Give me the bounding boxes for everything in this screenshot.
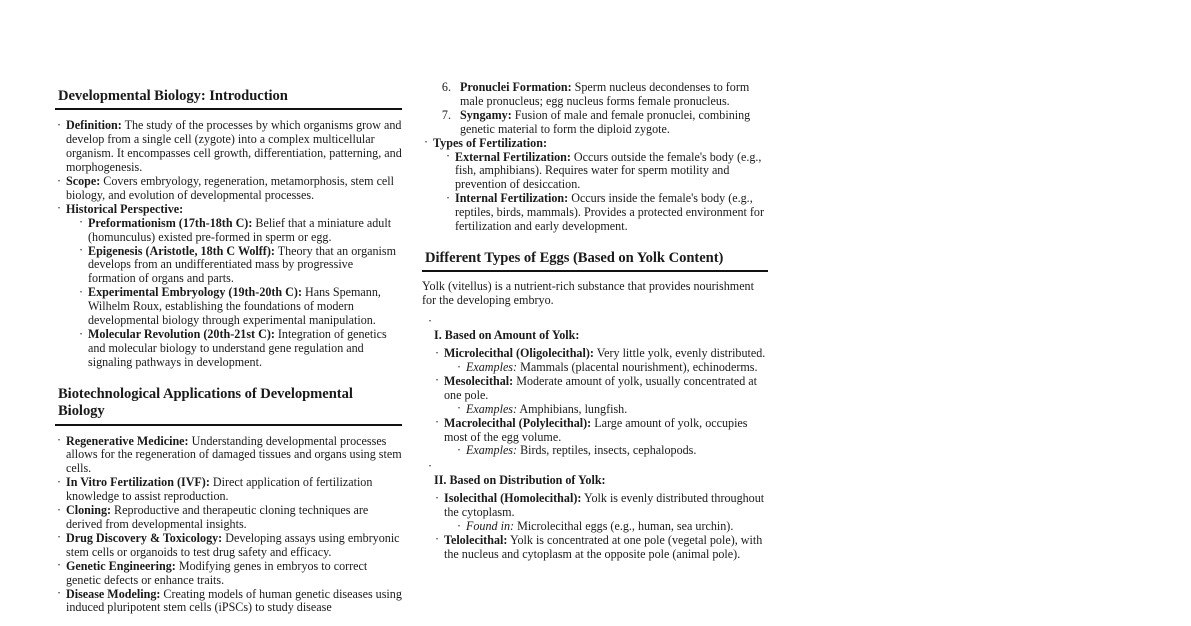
- bullet-icon: ·: [79, 326, 84, 341]
- list-item: [422, 137, 768, 234]
- term-label: Experimental Embryology (19th-20th C):: [88, 285, 302, 300]
- term-text: The study of the processes by which organisms grow and develop from a single cell (zygote) into a complex multicellular organism. It encompasses cell growth, differentiation, patterning, and morphogenesis.: [66, 118, 402, 175]
- page-title: Developmental Biology: Introduction: [55, 88, 402, 110]
- list-item: [455, 361, 768, 375]
- list-item: [55, 119, 402, 175]
- term-label: Drug Discovery & Toxicology:: [66, 530, 223, 545]
- section-spacer: [422, 234, 768, 250]
- term-text: Integration of genetics and molecular biology to understand gene regulation and signaling pathways in development.: [88, 327, 387, 369]
- example-text: Microlecithal eggs (e.g., human, sea urchin).: [514, 519, 734, 534]
- term-text: Fusion of male and female pronuclei, combining genetic material to form the diploid zygote.: [460, 107, 751, 136]
- list-item: [55, 504, 402, 532]
- term-text: Occurs outside the female's body (e.g., fish, amphibians). Requires water for sperm motility and prevention of desiccation.: [455, 149, 762, 192]
- term-text: Large amount of yolk, occupies most of the egg volume.: [444, 415, 748, 444]
- term-label: Genetic Engineering:: [66, 558, 176, 573]
- list-item: [444, 151, 768, 193]
- term-label: Epigenesis (Aristotle, 18th C Wolff):: [88, 243, 275, 258]
- term-text: Understanding developmental processes allows for the regeneration of damaged tissues and organs using stem cells.: [66, 433, 402, 476]
- list-item: [455, 444, 768, 458]
- term-label: Mesolecithal:: [444, 373, 514, 388]
- eggs-intro-paragraph: Yolk (vitellus) is a nutrient-rich substance that provides nourishment for the developing embryo.: [422, 279, 754, 308]
- list-item: [77, 217, 402, 245]
- bullet-icon: ·: [446, 190, 451, 205]
- term-label: Microlecithal (Oligolecithal):: [444, 346, 594, 361]
- bullet-icon: ·: [428, 459, 433, 474]
- list-item: [433, 492, 768, 534]
- term-text: Developing assays using embryonic stem cells or organoids to test drug safety and efficacy.: [66, 530, 400, 559]
- bullet-icon: ·: [424, 135, 429, 150]
- term-text: Yolk is concentrated at one pole (vegetal pole), with the nucleus and cytoplasm at the opposite pole (animal pole).: [444, 532, 763, 561]
- bullet-icon: ·: [457, 401, 462, 416]
- list-item: [433, 417, 768, 459]
- term-label: Regenerative Medicine:: [66, 433, 189, 448]
- right-column: [422, 81, 768, 562]
- term-text: Moderate amount of yolk, usually concentrated at one pole.: [444, 373, 757, 402]
- list-item: [77, 328, 402, 370]
- term-label: Cloning:: [66, 503, 112, 518]
- subsection-heading-part-two: II. Based on Distribution of Yolk:: [434, 473, 606, 488]
- term-label: Telolecithal:: [444, 532, 508, 547]
- amount-of-yolk-list: [433, 347, 768, 458]
- types-of-fertilization-list: [422, 137, 768, 234]
- list-item: [55, 532, 402, 560]
- empty-bullet-marker: [422, 314, 768, 329]
- bullet-icon: ·: [457, 359, 462, 374]
- term-label: Pronuclei Formation:: [460, 80, 572, 94]
- bullet-icon: ·: [435, 490, 440, 505]
- list-item: [55, 476, 402, 504]
- term-label: Definition:: [66, 118, 122, 133]
- list-item: [455, 520, 768, 534]
- list-item: [77, 286, 402, 328]
- list-item: [55, 560, 402, 588]
- list-number: 6.: [441, 80, 451, 94]
- list-item: [55, 588, 402, 616]
- term-label: Types of Fertilization:: [433, 135, 547, 150]
- term-text: Modifying genes in embryos to correct genetic defects or enhance traits.: [66, 558, 368, 587]
- bullet-icon: ·: [457, 442, 462, 457]
- term-label: Isolecithal (Homolecithal):: [444, 491, 582, 506]
- paragraph-spacer: [422, 308, 768, 319]
- term-label: Internal Fertilization:: [455, 191, 569, 206]
- bullet-icon: ·: [57, 558, 62, 573]
- term-label: External Fertilization:: [455, 149, 571, 164]
- bullet-icon: ·: [57, 474, 62, 489]
- section-heading-eggs: Different Types of Eggs (Based on Yolk Content): [422, 250, 768, 272]
- term-text: Theory that an organism develops from an undifferentiated mass by progressive formation of organs and parts.: [88, 243, 397, 286]
- biotech-bullet-list: [55, 435, 402, 616]
- list-item: [433, 534, 768, 562]
- intro-list-wrapper: [55, 119, 402, 369]
- term-text: Yolk is evenly distributed throughout the cytoplasm.: [444, 491, 765, 520]
- term-text: Reproductive and therapeutic cloning techniques are derived from developmental insights.: [66, 503, 369, 531]
- section-spacer: [55, 370, 402, 386]
- example-text: Amphibians, lungfish.: [517, 401, 628, 416]
- list-item: [55, 175, 402, 203]
- example-label: Examples:: [466, 443, 518, 458]
- list-item: [77, 245, 402, 287]
- term-text: Belief that a miniature adult (homunculus) existed pre-formed in sperm or egg.: [88, 215, 392, 244]
- list-item: [55, 435, 402, 477]
- left-column: [55, 88, 402, 615]
- bullet-icon: ·: [435, 345, 440, 360]
- examples-list: [455, 403, 768, 417]
- bullet-icon: ·: [57, 117, 62, 132]
- list-item: [433, 375, 768, 417]
- list-item: [422, 109, 768, 137]
- term-label: Macrolecithal (Polylecithal):: [444, 415, 592, 430]
- term-text: Occurs inside the female's body (e.g., reptiles, birds, mammals). Provides a protected environment for fertilization and early development.: [455, 191, 764, 234]
- term-text: Direct application of fertilization knowledge to assist reproduction.: [66, 475, 373, 504]
- term-label: Syngamy:: [460, 107, 512, 122]
- bullet-icon: ·: [79, 243, 84, 258]
- examples-list: [455, 361, 768, 375]
- bullet-icon: ·: [57, 173, 62, 188]
- bullet-icon: ·: [457, 518, 462, 533]
- example-text: Mammals (placental nourishment), echinoderms.: [517, 360, 758, 374]
- term-text: Hans Spemann, Wilhelm Roux, establishing the foundations of modern developmental biology through experimental manipulation.: [88, 285, 381, 328]
- bullet-icon: ·: [446, 149, 451, 164]
- term-label: In Vitro Fertilization (IVF):: [66, 475, 210, 490]
- bullet-icon: ·: [79, 284, 84, 299]
- term-text: Very little yolk, evenly distributed.: [593, 346, 766, 361]
- list-item: [433, 347, 768, 375]
- list-item: [444, 192, 768, 234]
- empty-bullet-marker: [422, 459, 768, 474]
- bullet-icon: ·: [57, 586, 62, 600]
- example-label: Found in:: [466, 519, 515, 534]
- bullet-icon: ·: [79, 215, 84, 230]
- bullet-icon: ·: [435, 415, 440, 430]
- found-in-list: [455, 520, 768, 534]
- historical-sub-list: [77, 217, 402, 370]
- term-text: Covers embryology, regeneration, metamorphosis, stem cell biology, and evolution of developmental processes.: [66, 174, 395, 202]
- bullet-icon: ·: [57, 433, 62, 448]
- biotech-list-wrapper: [55, 435, 402, 616]
- term-label: Historical Perspective:: [66, 201, 184, 216]
- term-text: Sperm nucleus decondenses to form male pronucleus; egg nucleus forms female pronucleus.: [460, 80, 750, 108]
- bullet-icon: ·: [428, 314, 433, 329]
- examples-list: [455, 444, 768, 458]
- bullet-icon: ·: [435, 532, 440, 547]
- bullet-icon: ·: [57, 530, 62, 545]
- list-number: 7.: [441, 107, 451, 122]
- example-label: Examples:: [466, 360, 518, 374]
- term-label: Scope:: [66, 174, 101, 189]
- list-item: [422, 81, 768, 109]
- term-label: Disease Modeling:: [66, 586, 161, 601]
- bullet-icon: ·: [57, 201, 62, 216]
- fertilization-sub-list: [444, 151, 768, 234]
- intro-bullet-list: [55, 119, 402, 369]
- example-text: Birds, reptiles, insects, cephalopods.: [517, 443, 697, 458]
- bullet-icon: ·: [57, 502, 62, 517]
- section-heading-biotech: Biotechnological Applications of Developmental Biology: [55, 386, 402, 426]
- term-label: Preformationism (17th-18th C):: [88, 215, 253, 230]
- fertilization-steps-list: [422, 81, 768, 137]
- term-label: Molecular Revolution (20th-21st C):: [88, 327, 275, 341]
- bullet-icon: ·: [435, 373, 440, 388]
- list-item: [55, 203, 402, 370]
- distribution-of-yolk-list: [433, 492, 768, 562]
- example-label: Examples:: [466, 401, 518, 416]
- list-item: [455, 403, 768, 417]
- term-text: Creating models of human genetic diseases using induced pluripotent stem cells (iPSCs) to study disease: [66, 586, 402, 615]
- subsection-heading-part-one: I. Based on Amount of Yolk:: [434, 328, 580, 343]
